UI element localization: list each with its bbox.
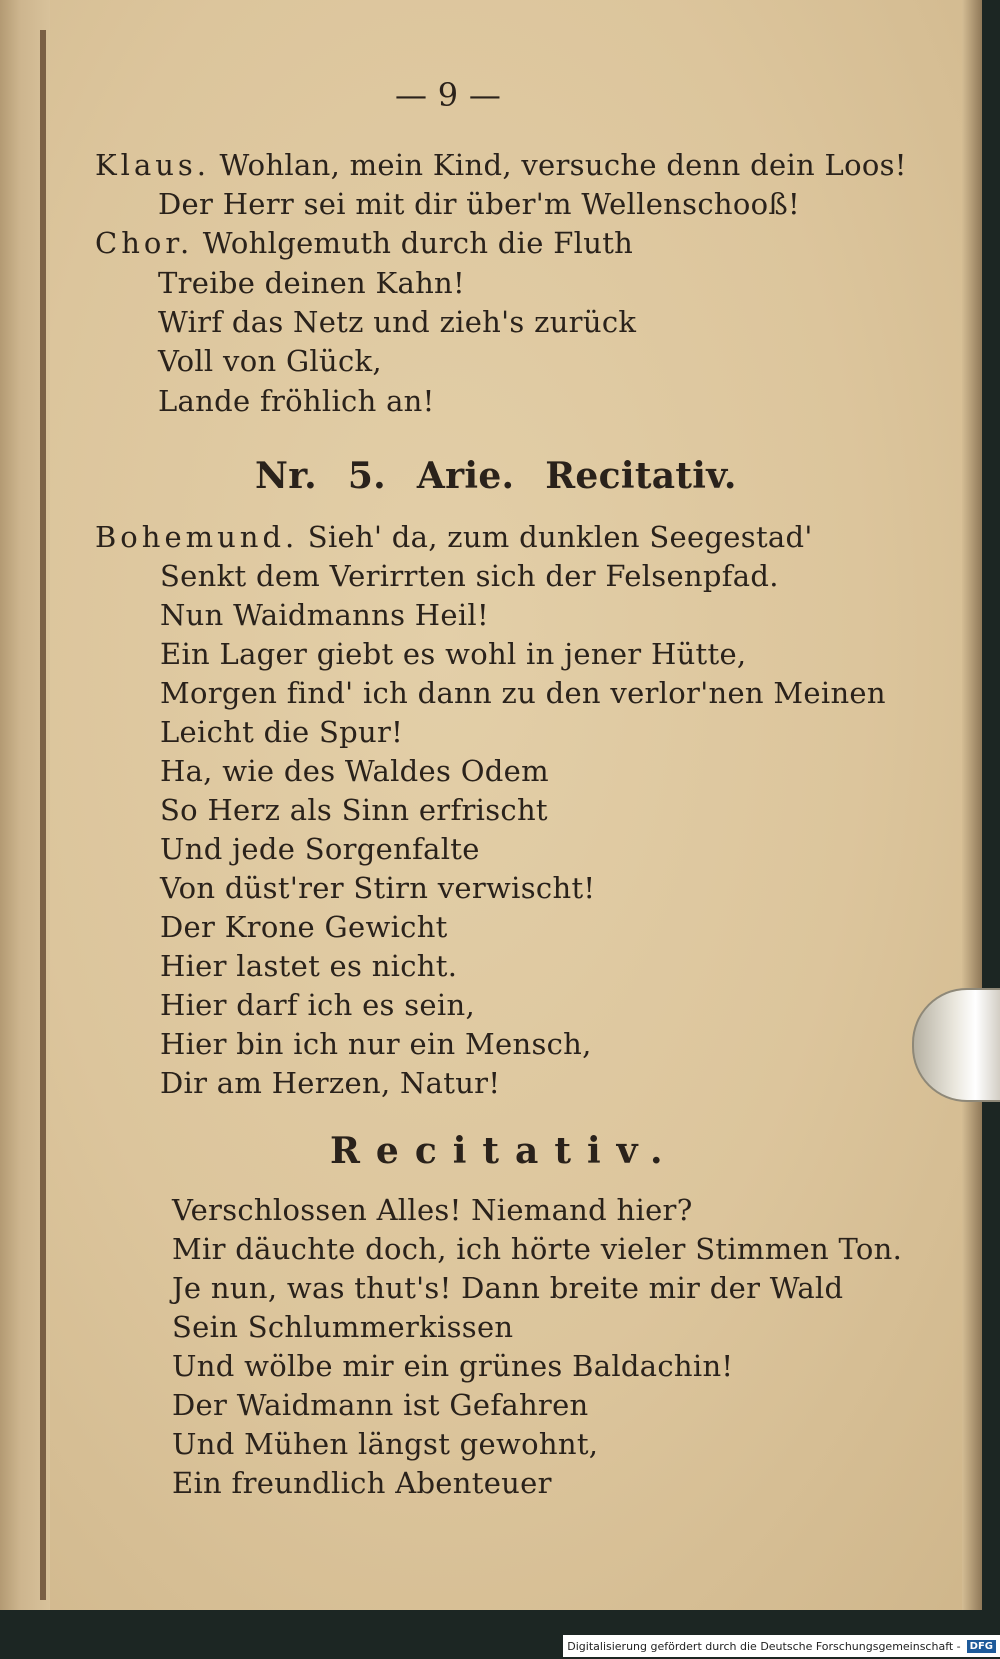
verse-line: Hier lastet es nicht. [160, 949, 458, 983]
verse-text: Wohlgemuth durch die Fluth [202, 226, 634, 260]
verse-line: Je nun, was thut's! Dann breite mir der Wald [172, 1271, 844, 1305]
verse-line: Morgen find' ich dann zu den verlor'nen Meinen [160, 676, 886, 710]
section-heading: Nr. 5. Arie. Recitativ. [255, 455, 737, 497]
page-number: — 9 — [395, 76, 502, 114]
verse-line: Senkt dem Verirrten sich der Felsenpfad. [160, 559, 779, 593]
dfg-logo: DFG [967, 1640, 996, 1653]
verse-line: Treibe deinen Kahn! [158, 266, 465, 300]
verse-line [95, 226, 633, 260]
page-edge-shadow [962, 0, 982, 1610]
verse-line: Ein freundlich Abenteuer [172, 1466, 552, 1500]
speaker-name: Chor. [95, 226, 194, 260]
verse-line: Und wölbe mir ein grünes Baldachin! [172, 1349, 734, 1383]
verse-line: Voll von Glück, [158, 344, 382, 378]
verse-line: Und jede Sorgenfalte [160, 832, 480, 866]
verse-text: Wohlan, mein Kind, versuche denn dein Loos! [219, 148, 907, 182]
verse-line [95, 520, 813, 554]
verse-line: So Herz als Sinn erfrischt [160, 793, 548, 827]
digitization-footer [563, 1635, 1000, 1657]
verse-line: Sein Schlummerkissen [172, 1310, 514, 1344]
verse-line: Ein Lager giebt es wohl in jener Hütte, [160, 637, 747, 671]
verse-line: Verschlossen Alles! Niemand hier? [172, 1193, 693, 1227]
verse-line: Ha, wie des Waldes Odem [160, 754, 549, 788]
footer-credit-text: Digitalisierung gefördert durch die Deutsche Forschungsgemeinschaft - [567, 1639, 961, 1653]
verse-line: Der Krone Gewicht [160, 910, 448, 944]
verse-line: Und Mühen längst gewohnt, [172, 1427, 599, 1461]
speaker-name: Bohemund. [95, 520, 299, 554]
verse-line [95, 148, 907, 182]
verse-line: Dir am Herzen, Natur! [160, 1066, 501, 1100]
verse-line: Mir däuchte doch, ich hörte vieler Stimmen Ton. [172, 1232, 903, 1266]
verse-line: Leicht die Spur! [160, 715, 404, 749]
verse-line: Hier darf ich es sein, [160, 988, 475, 1022]
verse-line: Der Waidmann ist Gefahren [172, 1388, 589, 1422]
verse-line: Von düst'rer Stirn verwischt! [160, 871, 596, 905]
speaker-name: Klaus. [95, 148, 211, 182]
verse-line: Hier bin ich nur ein Mensch, [160, 1027, 592, 1061]
section-heading: Recitativ. [330, 1130, 679, 1172]
verse-line: Lande fröhlich an! [158, 384, 435, 418]
verse-line: Der Herr sei mit dir über'm Wellenschooß! [158, 187, 800, 221]
verse-line: Wirf das Netz und zieh's zurück [158, 305, 637, 339]
verse-line: Nun Waidmanns Heil! [160, 598, 489, 632]
verse-text: Sieh' da, zum dunklen Seegestad' [307, 520, 813, 554]
